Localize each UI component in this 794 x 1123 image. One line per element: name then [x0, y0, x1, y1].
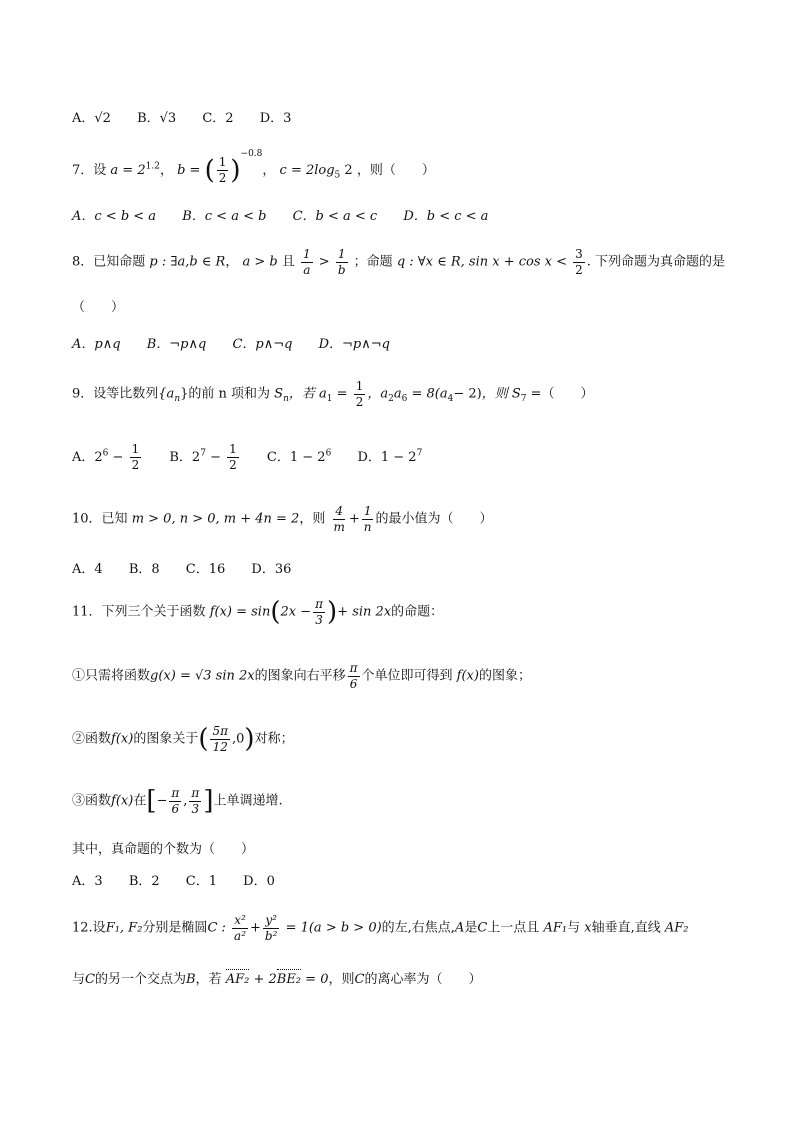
q8-frac-3-2-den: 2 — [575, 262, 583, 277]
q11-frac-num: π — [315, 597, 324, 611]
q8-frac-1a-num: 1 — [303, 247, 311, 261]
q11-option-a: A．3 — [72, 874, 103, 889]
q9-sn-sub: n — [283, 394, 289, 405]
q12-text: 12.设 — [72, 920, 106, 936]
q7-option-a: A．c < b < a — [72, 209, 157, 224]
q9-cond2: ，a — [367, 386, 389, 402]
q11-s1-b: 的图象向右平移 — [254, 668, 346, 684]
q9-option-a-frac-den: 2 — [131, 457, 140, 472]
q9-option-b-frac-num: 1 — [229, 442, 237, 456]
q11-statement-2 — [72, 725, 294, 753]
q10-then: ，则 — [299, 511, 326, 527]
q10-text: 10．已知 — [72, 511, 128, 527]
q12-l2-C2: C — [354, 972, 365, 987]
q7-paren-right: ) — [230, 155, 241, 186]
q9-option-a-frac-num: 1 — [131, 442, 140, 456]
q9-stem — [72, 380, 594, 408]
q11-s3-c: 上单调递增. — [213, 793, 283, 809]
q7-c-tail: 2 — [344, 163, 353, 178]
q11-s1-g: g(x) = √3 sin 2x — [150, 668, 255, 684]
q7-stem: 7．设 $a = 2^{1.2}$， b = ( $\frac{1}{2}$ )$^{-0.8}$， $c = 2\log_5$ 2 ，则（ ） — [72, 149, 435, 186]
q7-c: c = 2log — [279, 163, 335, 178]
q11-option-c: C．1 — [185, 874, 217, 889]
q11-statement-1 — [72, 662, 531, 690]
q12-A: A — [454, 920, 465, 936]
q12-l2-c: ，若 — [195, 972, 222, 987]
q11-s3-frac-1 — [169, 787, 181, 815]
q12-l2-B: B — [185, 972, 196, 987]
q12-stem-line-2 — [72, 973, 481, 986]
q8-paren: （ ） — [72, 300, 125, 315]
q8-option-c: C．p∧¬q — [232, 337, 293, 352]
q9-eq: = — [336, 386, 348, 402]
q9-option-a-base: A．2 — [72, 449, 103, 465]
q10-frac-4m-num: 4 — [335, 504, 344, 518]
q11-s3-frac-2-den: 3 — [191, 801, 200, 816]
q7-a-exp: 1.2 — [145, 161, 160, 172]
q12-vplus: + 2 — [253, 972, 277, 987]
q11-text: 11．下列三个关于函数 — [72, 604, 206, 620]
q11-s3-b: 在 — [133, 793, 147, 809]
q11-s1-d: 的图象； — [478, 668, 531, 684]
q12-frac-y-num: y² — [265, 913, 277, 927]
q8-option-d: D．¬p∧¬q — [318, 337, 390, 352]
q12-foci: F₁, F₂ — [105, 920, 143, 936]
q11-s1-c: 个单位即可得到 — [361, 668, 453, 684]
q11-s1-frac — [348, 662, 360, 690]
q9-text: 9．设等比数列 — [72, 386, 159, 402]
q9-option-a-exp: 6 — [102, 448, 109, 459]
q8-frac-1a-den: a — [303, 262, 311, 277]
q12-frac-y-den: b² — [264, 928, 278, 943]
q12-vec-be2: BE₂ — [276, 972, 302, 987]
q6-option-b: B．√3 — [137, 111, 177, 126]
q7-a: a = 2 — [110, 163, 146, 178]
q11-tail: 的命题： — [391, 604, 444, 620]
q12-x: x — [584, 920, 592, 936]
q7-suffix: ，则（ ） — [356, 163, 435, 178]
q11-s3-frac-2-num: π — [191, 786, 200, 800]
q8-q-def: q : ∀x ∈ R, sin x + cos x < — [396, 254, 568, 270]
q12-mid1: 分别是椭圆 — [142, 920, 208, 936]
q11-s2-f: f(x) — [111, 731, 134, 747]
q12-mid5: 与 — [567, 920, 581, 936]
q9-ask: ，则 S — [481, 386, 521, 402]
q9-option-b-frac — [227, 443, 239, 471]
q9-frac-num: 1 — [355, 379, 364, 393]
q12-frac-x-den: a² — [234, 928, 247, 943]
q12-C: C : — [207, 920, 226, 936]
q11-s3-f: f(x) — [111, 793, 134, 809]
q8-option-a: A．p∧q — [72, 337, 121, 352]
q12-frac-x — [232, 914, 248, 942]
q11-s2-c: 对称； — [254, 731, 294, 747]
q11-option-b: B．2 — [128, 874, 160, 889]
q7-b-frac-num: 1 — [218, 155, 227, 170]
q6-option-d: D．3 — [259, 111, 292, 126]
q8-and: 且 — [281, 254, 295, 270]
q11-s3-bracket-right: ] — [203, 786, 214, 817]
q9-cond2-sub2: 6 — [401, 394, 408, 405]
q11-inner: 2x − — [280, 604, 312, 620]
q10-stem — [72, 505, 493, 533]
q12-mid4: 上一点且 — [487, 920, 540, 936]
q11-s2-frac-num: 5π — [212, 724, 229, 738]
q7-option-d: D．b < c < a — [403, 209, 489, 224]
q9-option-c-base: C．1 − 2 — [266, 449, 326, 465]
q12-AF1: AF₁ — [543, 920, 568, 936]
q11-frac — [313, 598, 325, 626]
q11-s2-b: 的图象关于 — [133, 731, 199, 747]
q8-p-def: p : ∃a,b ∈ R — [149, 254, 226, 270]
q7-option-b: B．c < a < b — [182, 209, 267, 224]
q8-q-prefix: ；命题 — [353, 254, 393, 270]
q12-vec-af2: AF₂ — [225, 972, 250, 987]
q9-option-c — [267, 450, 331, 465]
q8-frac-1b-num: 1 — [337, 247, 346, 261]
q10-option-a: A．4 — [72, 562, 103, 577]
q11-s3-frac-1-den: 6 — [171, 801, 180, 816]
q9-option-d-base: D．1 − 2 — [357, 449, 417, 465]
q9-sn: S — [274, 386, 284, 402]
q9-option-b-base: B．2 — [169, 449, 201, 465]
q10-option-d: D．36 — [251, 562, 292, 577]
q8-frac-1b — [336, 248, 348, 276]
q9-seq-sub: n — [174, 394, 181, 405]
q8-options — [72, 338, 412, 351]
q9-options — [72, 443, 444, 471]
q9-option-b-frac-den: 2 — [229, 457, 237, 472]
q9-cond2-sub1: 2 — [388, 394, 394, 405]
q11-options — [72, 875, 297, 888]
q7-b-frac — [217, 156, 229, 184]
q10-option-b: B．8 — [128, 562, 160, 577]
q10-cond: m > 0, n > 0, m + 4n = 2 — [131, 511, 300, 527]
q9-option-b-exp: 7 — [200, 448, 206, 459]
q11-s3-frac-2 — [189, 787, 201, 815]
q6-option-c: C．2 — [202, 111, 234, 126]
q12-l2-b: 的另一个交点为 — [94, 972, 186, 987]
q11-ask: 其中，真命题的个数为（ ） — [72, 842, 255, 857]
q12-AF2: AF₂ — [664, 920, 689, 936]
q11-s2-a: ②函数 — [72, 731, 112, 747]
q7-option-c: C．b < a < c — [292, 209, 378, 224]
q11-s2-paren-left: ( — [198, 724, 209, 755]
q9-cond2-rest: = 8(a — [411, 386, 448, 402]
q7-b-exp: −0.8 — [240, 149, 263, 159]
q11-fx: f(x) = sin — [209, 604, 271, 620]
q9-frac-den: 2 — [355, 394, 364, 409]
q8-option-b: B．¬p∧q — [146, 337, 207, 352]
q7-prefix: 7．设 — [72, 163, 107, 178]
q11-s3-comma: , — [183, 793, 188, 809]
q9-ask-sub: 7 — [520, 394, 527, 405]
q8-frac-1a — [301, 248, 313, 276]
q9-ask-end: =（ ） — [530, 386, 594, 402]
q9-option-d-exp: 7 — [416, 448, 423, 459]
q8-comma: ， — [225, 254, 239, 270]
q11-statement-3 — [72, 787, 283, 815]
q12-mid2: 的左,右焦点, — [381, 920, 455, 936]
q11-s2-frac-den: 12 — [212, 739, 228, 754]
q9-option-b-minus: − — [210, 449, 221, 465]
q11-s2-paren-right: ) — [244, 724, 255, 755]
q8-frac-3-2-num: 3 — [575, 247, 583, 261]
q11-s1-frac-num: π — [349, 661, 358, 675]
q12-l2-C: C — [85, 972, 95, 987]
q11-s3-frac-1-num: π — [171, 786, 180, 800]
q6-options — [72, 112, 313, 125]
q11-paren-right: ) — [327, 597, 338, 628]
q12-mid3: 是 — [464, 920, 478, 936]
q7-c-sub: 5 — [334, 170, 341, 181]
q11-s3-a: ③函数 — [72, 793, 112, 809]
q9-mid: 的前 n 项和为 — [188, 386, 271, 402]
q7-b: b = — [177, 163, 201, 178]
q12-l2-d: ，则 — [328, 972, 355, 987]
q7-b-frac-den: 2 — [218, 171, 227, 185]
q11-frac-den: 3 — [315, 612, 323, 627]
q11-s3-bracket-left: [ — [146, 786, 157, 817]
q10-frac-1n-den: n — [363, 519, 372, 534]
q12-veq: = 0 — [305, 972, 329, 987]
q9-option-a-frac — [130, 443, 142, 471]
q12-frac-x-num: x² — [234, 913, 246, 927]
q8-frac-3-2 — [573, 248, 585, 276]
q11-s3-neg: − — [156, 793, 168, 809]
q9-frac — [354, 380, 366, 408]
q8-gt: > — [318, 254, 330, 270]
q11-s1-frac-den: 6 — [349, 676, 358, 691]
q8-frac-1b-den: b — [337, 262, 346, 277]
q9-cond2-sub3: 4 — [447, 394, 454, 405]
q11-option-d: D．0 — [243, 874, 275, 889]
q11-plus: + sin 2x — [337, 604, 392, 620]
q10-frac-4m — [332, 505, 347, 533]
q8-tail: . 下列命题为真命题的是 — [586, 254, 726, 270]
q11-s1-f: f(x) — [456, 668, 479, 684]
q12-mid6: 轴垂直,直线 — [591, 920, 661, 936]
q11-stem — [72, 598, 443, 626]
q12-plus: + — [250, 920, 261, 936]
q8-stem — [72, 248, 725, 276]
q8-cond: a > b — [242, 254, 278, 270]
q12-l2-a: 与 — [72, 972, 86, 987]
q11-s2-frac — [210, 725, 230, 753]
q9-option-c-exp: 6 — [325, 448, 332, 459]
q7-options — [72, 210, 510, 223]
q9-cond2-end: − 2) — [453, 386, 482, 402]
q12-C2: C — [477, 920, 488, 936]
q9-option-b — [169, 442, 240, 472]
q9-option-d — [357, 450, 422, 465]
q9-seq-end: } — [180, 386, 189, 402]
q10-plus: + — [348, 511, 360, 527]
q9-option-a — [72, 442, 143, 472]
q10-frac-1n — [362, 505, 374, 533]
q9-cond1: ，若 a — [288, 386, 327, 402]
q9-cond2-a: a — [393, 386, 402, 402]
q8-text-a: 8．已知命题 — [72, 254, 146, 270]
q12-frac-y — [263, 914, 280, 942]
q10-frac-1n-num: 1 — [363, 504, 372, 518]
q12-l2-e: 的离心率为（ ） — [364, 972, 482, 987]
q12-stem-line-1 — [72, 914, 688, 942]
q10-options — [72, 563, 313, 576]
q11-s2-zero: ,0 — [232, 731, 245, 747]
q12-eq: = 1(a > b > 0) — [285, 920, 382, 936]
q6-option-a: A．√2 — [72, 111, 111, 126]
q9-seq: {a — [158, 386, 175, 402]
q11-s1-a: ①只需将函数 — [72, 668, 151, 684]
q9-option-a-minus: − — [112, 449, 124, 465]
q9-cond1-sub: 1 — [326, 394, 333, 405]
q11-paren-left: ( — [270, 597, 281, 628]
q10-frac-4m-den: m — [333, 519, 345, 534]
q7-paren-left: ( — [204, 155, 215, 186]
q10-option-c: C．16 — [185, 562, 226, 577]
q10-tail: 的最小值为（ ） — [375, 511, 493, 527]
